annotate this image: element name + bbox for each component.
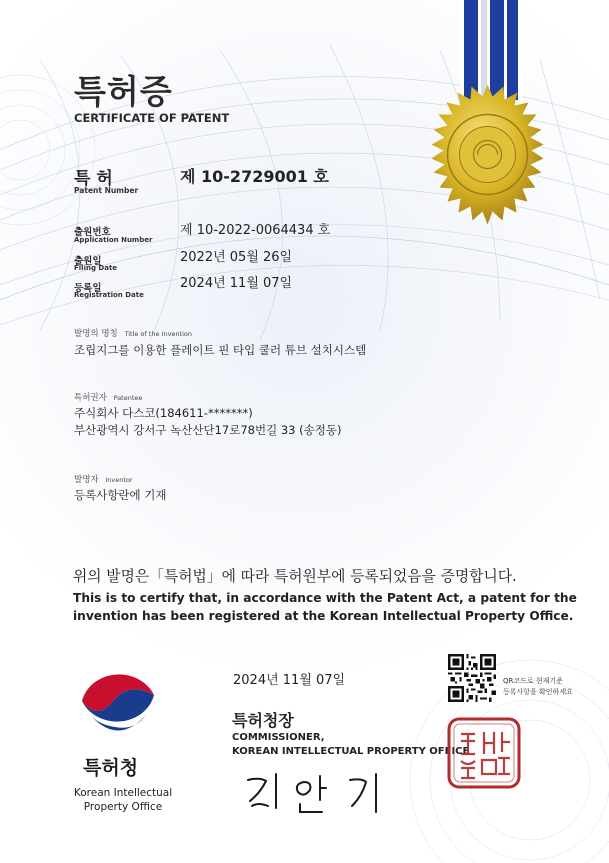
inventor-value: 등록사항란에 기재 xyxy=(74,488,167,502)
registration-date-value: 2024년 11월 07일 xyxy=(180,276,293,291)
official-red-seal xyxy=(446,716,522,790)
patentee-name: 주식회사 다스코(184611-*******) xyxy=(74,406,253,420)
inventor-label-ko: 발명자 xyxy=(74,475,99,485)
qr-code[interactable] xyxy=(448,654,496,702)
filing-date-value: 2022년 05월 26일 xyxy=(180,250,293,265)
commissioner-title-en xyxy=(232,731,469,759)
commissioner-signature xyxy=(240,768,400,818)
certificate-title-en: CERTIFICATE OF PATENT xyxy=(74,111,230,125)
certificate-title-ko: 특허증 xyxy=(74,72,173,111)
invention-label-en: Title of the Invention xyxy=(124,330,192,338)
commissioner-title-en-line1: COMMISSIONER, xyxy=(232,732,325,743)
patent-number-label-ko: 특 허 xyxy=(74,169,113,189)
commissioner-title-ko: 특허청장 xyxy=(232,711,294,730)
issue-date: 2024년 11월 07일 xyxy=(233,673,346,688)
patent-number-label-en: Patent Number xyxy=(74,186,139,195)
certify-statement-en-line1: This is to certify that, in accordance with the Patent Act, a patent for the xyxy=(73,591,577,605)
commissioner-title-en-line2: KOREAN INTELLECTUAL PROPERTY OFFICE xyxy=(232,746,470,757)
invention-label-ko: 발명의 명칭 xyxy=(74,329,118,339)
office-name-en xyxy=(64,786,182,814)
qr-note-line1: QR코드로 현재기준 xyxy=(503,677,563,685)
filing-date-label-en: Filing Date xyxy=(74,264,118,272)
application-number-label-en: Application Number xyxy=(74,236,153,244)
office-name-ko: 특허청 xyxy=(83,757,139,779)
application-number-value: 제 10-2022-0064434 호 xyxy=(180,223,331,238)
invention-label xyxy=(74,327,192,339)
patentee-label-en: Patentee xyxy=(113,394,143,402)
registration-date-label-en: Registration Date xyxy=(74,291,144,299)
filing-date-label-ko: 출원일 xyxy=(74,256,102,267)
gold-seal xyxy=(415,82,560,227)
patentee-label-ko: 특허권자 xyxy=(74,393,107,403)
patentee-label xyxy=(74,391,142,403)
invention-title: 조립지그를 이용한 플레이트 핀 타입 쿨러 튜브 설치시스템 xyxy=(74,343,367,357)
patent-number-value: 제 10-2729001 호 xyxy=(180,167,329,186)
patentee-address: 부산광역시 강서구 녹산산단17로78번길 33 (송정동) xyxy=(74,423,342,437)
office-name-en-line2: Property Office xyxy=(83,801,163,813)
certify-statement-en-line2: invention has been registered at the Korean Intellectual Property Office. xyxy=(73,609,574,623)
qr-note-line2: 등록사항을 확인하세요 xyxy=(503,688,573,696)
office-name-en-line1: Korean Intellectual xyxy=(73,787,173,799)
kipo-taegeuk-logo-icon xyxy=(78,667,160,747)
certify-statement-ko: 위의 발명은「특허법」에 따라 특허원부에 등록되었음을 증명합니다. xyxy=(73,568,517,585)
registration-date-label-ko: 등록일 xyxy=(74,283,102,294)
qr-note xyxy=(503,676,573,698)
inventor-label xyxy=(74,473,133,485)
inventor-label-en: Inventor xyxy=(105,476,133,484)
application-number-label-ko: 출원번호 xyxy=(74,227,111,238)
